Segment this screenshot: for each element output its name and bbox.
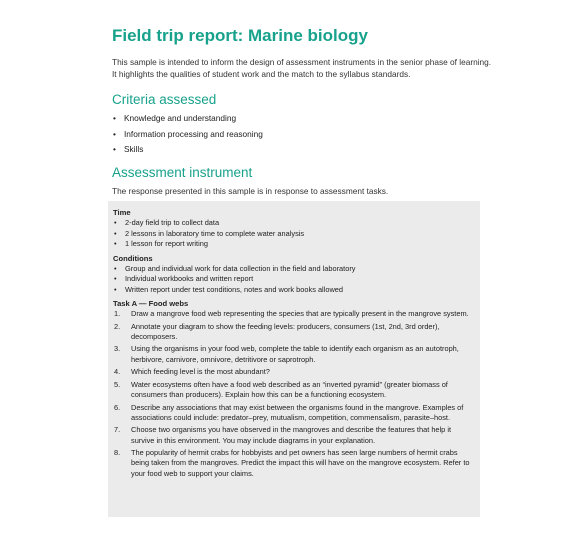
task-text: Choose two organisms you have observed in the mangroves and describe the features that help it survive in this environment. You may include diagrams in your explanation. xyxy=(131,425,452,445)
task-number: 4. xyxy=(114,367,121,377)
task-number: 7. xyxy=(114,425,121,435)
time-item: • 2 lessons in laboratory time to complete water analysis xyxy=(113,229,475,240)
task-text: The popularity of hermit crabs for hobbyists and pet owners has seen large numbers of hermit crabs being taken from the mangroves. Predict the impact this will have on the mangrove ecosystem. Refer to your food web to support your claims. xyxy=(131,448,470,478)
task-number: 8. xyxy=(114,448,121,458)
criteria-heading: Criteria assessed xyxy=(112,92,217,107)
conditions-list xyxy=(113,264,475,296)
task-item xyxy=(113,448,475,479)
instrument-heading: Assessment instrument xyxy=(112,165,253,180)
task-item xyxy=(113,322,475,342)
task-list xyxy=(113,309,475,479)
task-item xyxy=(113,403,475,423)
task-item xyxy=(113,309,475,319)
task-item xyxy=(113,367,475,377)
conditions-heading: Conditions xyxy=(113,253,153,263)
time-list xyxy=(113,218,475,250)
task-item xyxy=(113,425,475,445)
task-text: Which feeding level is the most abundant? xyxy=(131,367,270,377)
criteria-list xyxy=(112,111,492,158)
task-box xyxy=(108,201,480,517)
time-item: • 2-day field trip to collect data xyxy=(113,218,475,229)
time-item: • 1 lesson for report writing xyxy=(113,239,475,250)
task-text: Using the organisms in your food web, complete the table to identify each organism as an autotroph, herbivore, carnivore, omnivore, detritivore or saprotroph. xyxy=(131,344,459,364)
task-text: Water ecosystems often have a food web described as an “inverted pyramid” (greater biomass of consumers than producers). Explain how this can be a functioning ecosystem. xyxy=(131,379,448,399)
task-item xyxy=(113,344,475,364)
criteria-item: • Skills xyxy=(112,142,492,158)
criteria-item: • Information processing and reasoning xyxy=(112,127,492,143)
task-text: Annotate your diagram to show the feeding levels: producers, consumers (1st, 2nd, 3rd order), decomposers. xyxy=(131,321,440,341)
intro-paragraph: This sample is intended to inform the design of assessment instruments in the senior phase of learning. It highlights the qualities of student work and the match to the syllabus standards. xyxy=(112,57,492,79)
task-number: 5. xyxy=(114,379,121,389)
task-text: Draw a mangrove food web representing the species that are typically present in the mangrove system. xyxy=(131,309,469,318)
time-heading: Time xyxy=(113,208,131,217)
conditions-item: • Individual workbooks and written report xyxy=(113,274,475,285)
conditions-item: • Written report under test conditions, notes and work books allowed xyxy=(113,285,475,296)
page-title: Field trip report: Marine biology xyxy=(112,26,368,45)
task-number: 1. xyxy=(114,309,121,318)
task-item xyxy=(113,380,475,400)
task-number: 6. xyxy=(114,402,121,412)
response-note: The response presented in this sample is in response to assessment tasks. xyxy=(112,186,389,196)
conditions-item: • Group and individual work for data collection in the field and laboratory xyxy=(113,264,475,275)
criteria-item: • Knowledge and understanding xyxy=(112,111,492,127)
task-number: 3. xyxy=(114,344,121,354)
task-heading: Task A — Food webs xyxy=(113,299,189,308)
task-text: Describe any associations that may exist between the organisms found in the mangrove. Examples of associations could include: predator–prey, mutualism, competition, commensalism, parasite–host. xyxy=(131,402,464,422)
task-number: 2. xyxy=(114,321,121,331)
